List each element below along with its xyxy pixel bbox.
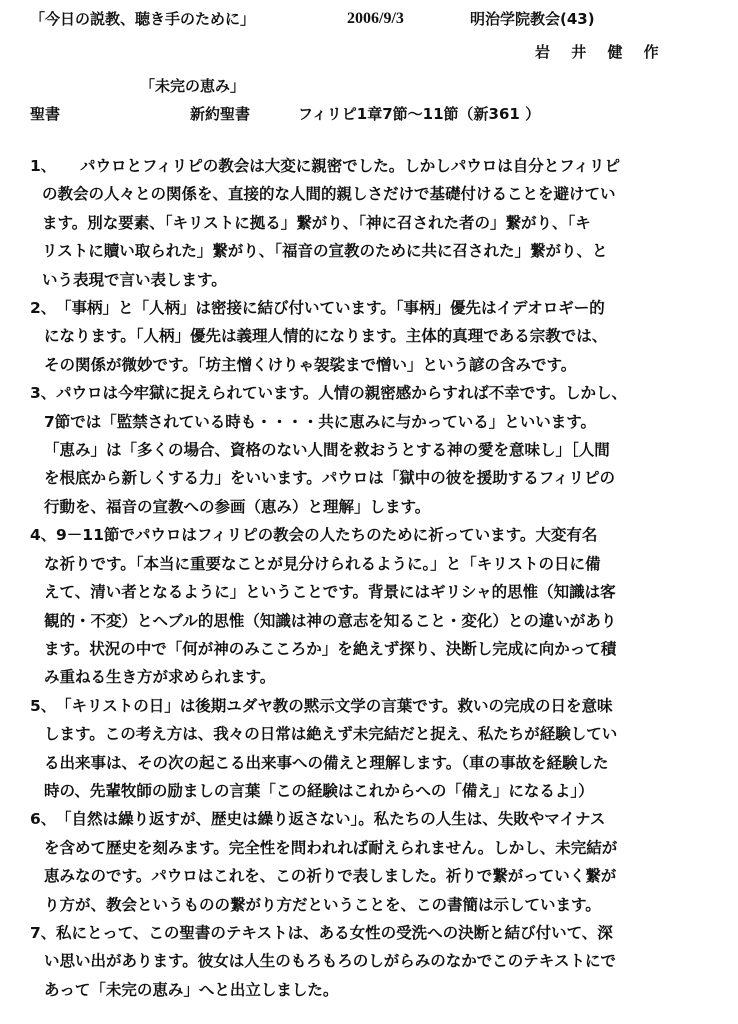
scripture-label: 聖書	[30, 105, 61, 123]
point-line: 私にとって、この聖書のテキストは、ある女性の受洗への決断と結び付いて、深	[56, 923, 613, 942]
church-name: 明治学院教会(43)	[470, 10, 595, 28]
point-line: 7節では「監禁されている時も・・・・共に恵みに与かっている」といいます。	[44, 412, 597, 431]
point-item	[30, 294, 715, 379]
point-line: を根底から新しくする力」をいいます。パウロは「獄中の彼を援助するフィリピの	[44, 469, 616, 488]
point-line: リストに贖い取られた」繋がり、「福音の宣教のために共に召された」繋がり、と	[42, 242, 608, 261]
point-number: 3、	[30, 384, 57, 403]
point-line: 時の、先輩牧師の励ましの言葉「この経験はこれからへの「備え」になるよ」）	[44, 781, 594, 800]
point-line: 9－11節でパウロはフィリピの教会の人たちのために祈っています。大変有名	[56, 526, 598, 545]
point-line: み重ねる生き方が求められます。	[44, 668, 276, 687]
point-number: 7、	[30, 923, 57, 942]
point-item	[30, 805, 715, 919]
point-line: 「自然は繰り返すが、歴史は繰り返さない」。私たちの人生は、失敗やマイナス	[56, 810, 606, 829]
point-line: いう表現で言い表します。	[42, 270, 227, 289]
point-item	[30, 521, 715, 691]
point-number: 4、	[30, 526, 57, 545]
point-line: 観的・不変）とヘブル的思惟（知識は神の意志を知ること・変化）との違いがあり	[44, 611, 617, 630]
point-line: り方が、教会というものの繋がり方だということを、この書簡は示しています。	[44, 895, 601, 914]
point-line: 行動を、福音の宣教への参画（恵み）と理解」します。	[44, 497, 431, 516]
sermon-date: 2006/9/3	[347, 10, 404, 27]
point-line: な祈りです。「本当に重要なことが見分けられるように。」と「キリストの日に備	[44, 554, 601, 573]
point-line: えて、清い者となるように」ということです。背景にはギリシャ的思惟（知識は客	[44, 583, 616, 602]
point-item	[30, 152, 715, 294]
point-line: パウロとフィリピの教会は大変に親密でした。しかしパウロは自分とフィリピ	[80, 157, 621, 175]
point-line: 「キリストの日」は後期ユダヤ教の黙示文学の言葉です。救いの完成の日を意味	[56, 696, 613, 715]
point-line: 「恵み」は「多くの場合、資格のない人間を救おうとする神の愛を意味し」［人間	[44, 441, 610, 460]
author-name: 岩 井 健 作	[535, 43, 667, 61]
point-line: パウロは今牢獄に捉えられています。人情の親密感からすれば不幸です。しかし、	[56, 384, 628, 403]
point-line: る出来事は、その次の起こる出来事への備えと理解します。（車の事故を経験した	[44, 753, 609, 772]
sermon-title: 「未完の恵み」	[140, 77, 246, 95]
point-number: 6、	[30, 810, 57, 829]
point-item	[30, 379, 715, 521]
point-number: 2、	[30, 299, 57, 318]
point-number: 1、	[30, 157, 57, 175]
point-number: 5、	[30, 696, 57, 715]
point-line: い思い出があります。彼女は人生のもろもろのしがらみのなかでこのテキストにで	[44, 952, 616, 971]
point-item	[30, 919, 715, 1004]
sermon-points	[30, 152, 715, 1004]
scripture-reference: フィリピ1章7節～11節（新361 ）	[298, 105, 541, 123]
point-line: の教会の人々との関係を、直接的な人間的親しさだけで基礎付けることを避けてい	[42, 185, 616, 204]
point-line: 恵みなのです。パウロはこれを、この祈りで表しました。祈りで繋がっていく繋が	[44, 867, 617, 886]
point-line: ます。状況の中で「何が神のみこころか」を絶えず探り、決断し完成に向かって積	[44, 639, 617, 658]
point-line: します。この考え方は、我々の日常は絶えず未完結だと捉え、私たちが経験してい	[44, 725, 618, 744]
point-line: を含めて歴史を刻みます。完全性を問われれば耐えられません。しかし、未完結が	[44, 838, 618, 857]
point-item	[30, 692, 715, 806]
point-line: 「事柄」と「人柄」は密接に結び付いています。「事柄」優先はイデオロギー的	[56, 299, 605, 318]
point-line: になります。「人柄」優先は義理人情的になります。主体的真理である宗教では、	[44, 327, 608, 346]
point-line: ます。別な要素、「キリストに拠る」繋がり、「神に召された者の」繋がり、「キ	[42, 213, 591, 232]
scripture-book: 新約聖書	[190, 105, 251, 123]
series-title: 「今日の説教、聴き手のために」	[30, 10, 256, 28]
point-line: その関係が微妙です。「坊主憎くけりゃ袈裟まで憎い」という諺の含みです。	[44, 355, 577, 374]
point-line: あって「未完の恵み」へと出立しました。	[44, 980, 339, 999]
